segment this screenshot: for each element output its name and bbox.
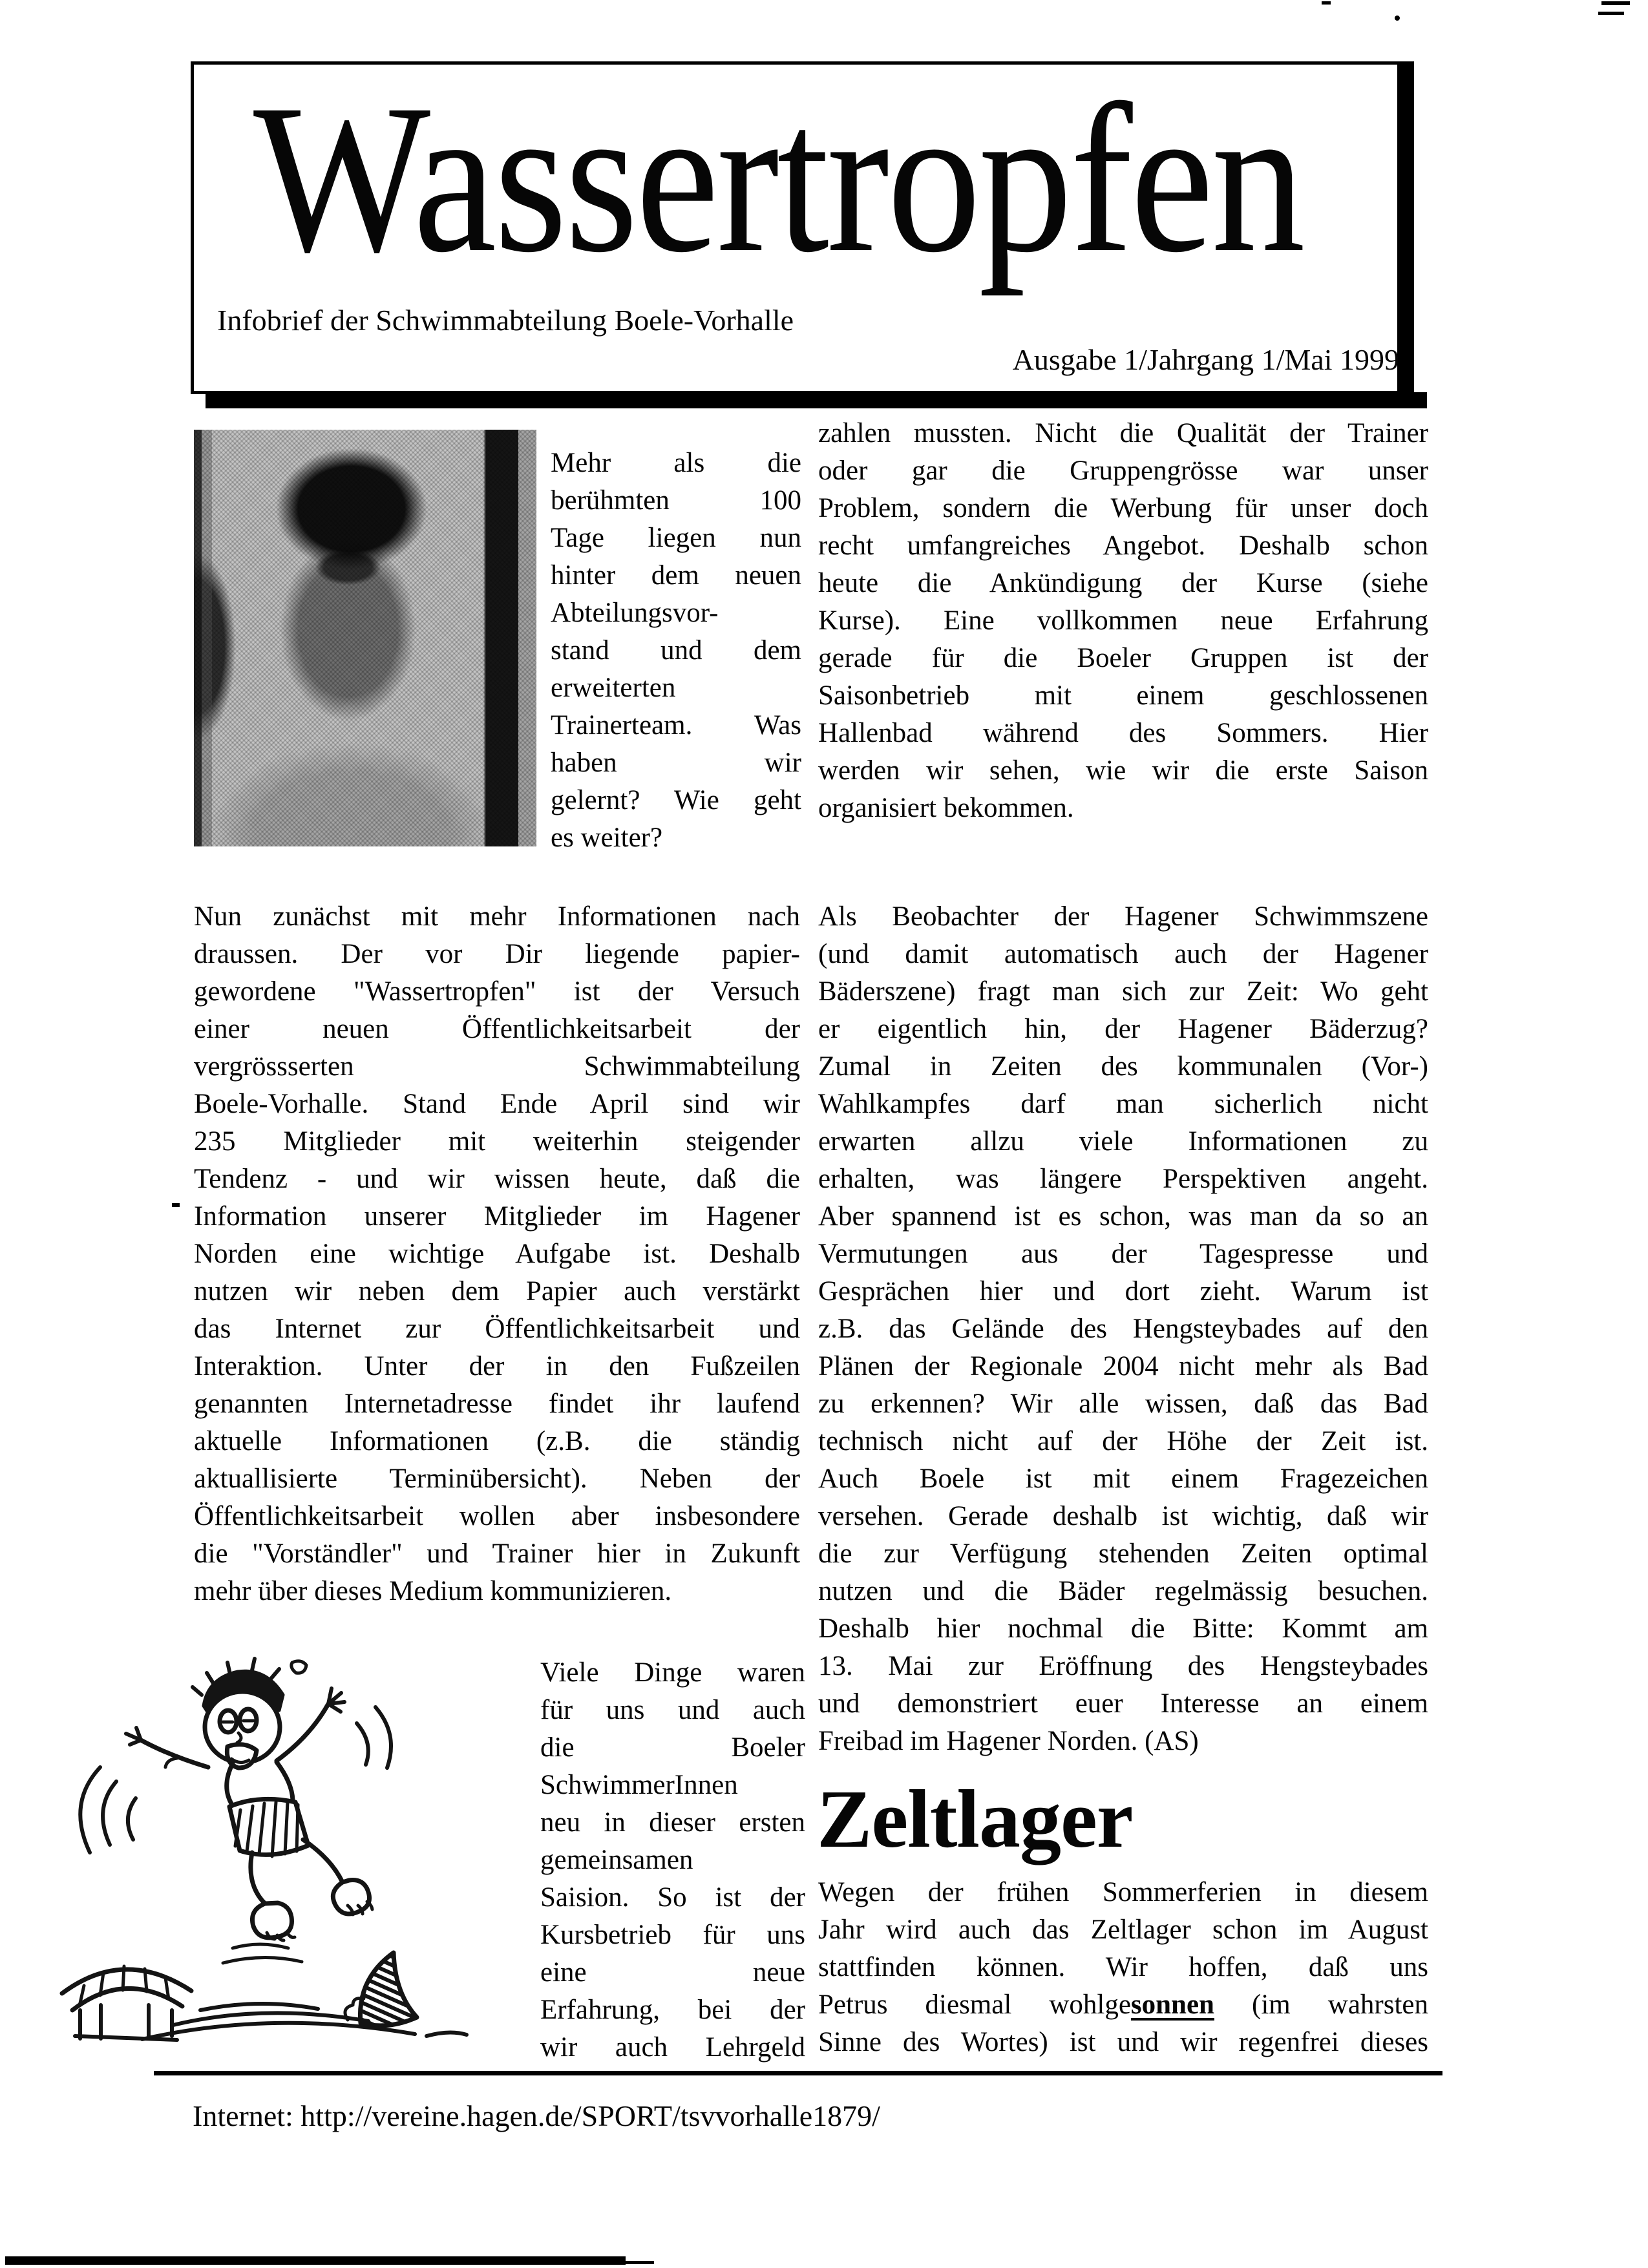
text-line: Information unserer Mitglieder im Hagener bbox=[194, 1201, 800, 1232]
text-line: Saisonbetrieb mit einem geschlossenen bbox=[818, 680, 1428, 711]
text-line: Aber spannend ist es schon, was man da so an bbox=[818, 1201, 1428, 1232]
text-line: nutzen wir neben dem Papier auch verstärkt bbox=[194, 1276, 800, 1307]
text-line: vergrössserten Schwimmabteilung bbox=[194, 1051, 800, 1082]
text-line: Als Beobachter der Hagener Schwimmszene bbox=[818, 901, 1428, 932]
text-line: Tage liegen nun bbox=[551, 523, 801, 553]
column1-paragraph bbox=[194, 898, 800, 1610]
text-line: Jahr wird auch das Zeltlager schon im August bbox=[818, 1915, 1428, 1945]
scan-artifact bbox=[626, 2261, 654, 2264]
text-line: Trainerteam. Was bbox=[551, 710, 801, 740]
text-line: erweiterten bbox=[551, 673, 676, 703]
masthead-box bbox=[191, 61, 1414, 394]
text-line: Norden eine wichtige Aufgabe ist. Deshalb bbox=[194, 1239, 800, 1269]
text-line: Tendenz - und wir wissen heute, daß die bbox=[194, 1164, 800, 1194]
text-line: SchwimmerInnen bbox=[540, 1770, 738, 1800]
text-line: Wegen der frühen Sommerferien in diesem bbox=[818, 1877, 1428, 1907]
text-line: heute die Ankündigung der Kurse (siehe bbox=[818, 568, 1428, 598]
newsletter-subtitle: Infobrief der Schwimmabteilung Boele-Vorhalle bbox=[217, 304, 794, 337]
text-line: berühmten 100 bbox=[551, 485, 801, 516]
text-line: eine neue bbox=[540, 1957, 805, 1988]
zeltlager-special-post: (im wahrsten bbox=[1214, 1990, 1428, 2020]
text-line: zu erkennen? Wir alle wissen, daß das Bad bbox=[818, 1389, 1428, 1419]
text-line: werden wir sehen, wie wir die erste Saison bbox=[818, 755, 1428, 786]
cartoon-side-paragraph bbox=[540, 1654, 805, 2066]
text-line: Interaktion. Unter der in den Fußzeilen bbox=[194, 1351, 800, 1381]
zeltlager-lines-after bbox=[818, 2024, 1428, 2061]
text-line: Sinne des Wortes) ist und wir regenfrei dieses bbox=[818, 2027, 1428, 2057]
text-line: Erfahrung, bei der bbox=[540, 1995, 805, 2025]
zeltlager-special-pre: Petrus diesmal wohlge bbox=[818, 1990, 1131, 2020]
scan-artifact bbox=[172, 1203, 180, 1207]
text-line: Kursbetrieb für uns bbox=[540, 1920, 805, 1950]
photo-side-paragraph bbox=[551, 445, 801, 857]
foot bbox=[252, 1903, 291, 1938]
scan-artifact bbox=[1322, 1, 1331, 5]
text-line: Saision. So ist der bbox=[540, 1882, 805, 1913]
text-line: draussen. Der vor Dir liegende papier- bbox=[194, 939, 800, 969]
text-line: Vermutungen aus der Tagespresse und bbox=[818, 1239, 1428, 1269]
text-line: Wahlkampfes darf man sicherlich nicht bbox=[818, 1089, 1428, 1119]
column2-paragraph-2 bbox=[818, 898, 1428, 1760]
text-line: das Internet zur Öffentlichkeitsarbeit und bbox=[194, 1314, 800, 1344]
masthead-shadow-bar bbox=[206, 392, 1427, 408]
text-line: Öffentlichkeitsarbeit wollen aber insbesondere bbox=[194, 1501, 800, 1531]
diver-cartoon-illustration bbox=[39, 1644, 530, 2052]
text-line: hinter dem neuen bbox=[551, 560, 801, 591]
text-line: Freibad im Hagener Norden. (AS) bbox=[818, 1726, 1199, 1756]
text-line: Nun zunächst mit mehr Informationen nach bbox=[194, 901, 800, 932]
shark-fin bbox=[360, 1953, 417, 2026]
text-line: Kurse). Eine vollkommen neue Erfahrung bbox=[818, 605, 1428, 636]
text-line: Problem, sondern die Werbung für unser doch bbox=[818, 493, 1428, 523]
text-line: Viele Dinge waren bbox=[540, 1657, 805, 1688]
scan-artifact bbox=[1601, 1, 1630, 5]
zeltlager-paragraph bbox=[818, 1874, 1428, 2061]
zeltlager-emphasis: sonnen bbox=[1130, 1990, 1214, 2020]
text-line: Abteilungsvor- bbox=[551, 598, 719, 628]
text-line: aktuelle Informationen (z.B. die ständig bbox=[194, 1426, 800, 1456]
text-line: erwarten allzu viele Informationen zu bbox=[818, 1126, 1428, 1157]
text-line: z.B. das Gelände des Hengsteybades auf den bbox=[818, 1314, 1428, 1344]
text-line: zahlen mussten. Nicht die Qualität der Trainer bbox=[818, 418, 1428, 448]
column2-paragraph-1 bbox=[818, 415, 1428, 827]
portrait-photo bbox=[194, 430, 536, 846]
scan-artifact bbox=[5, 2256, 626, 2265]
text-line: die "Vorständler" und Trainer hier in Zukunft bbox=[194, 1538, 800, 1569]
text-line: technisch nicht auf der Höhe der Zeit ist. bbox=[818, 1426, 1428, 1456]
issue-date-line: Ausgabe 1/Jahrgang 1/Mai 1999 bbox=[1012, 343, 1399, 376]
text-line: wir auch Lehrgeld bbox=[540, 2032, 805, 2063]
scan-artifact bbox=[1395, 16, 1400, 21]
text-line: 13. Mai zur Eröffnung des Hengsteybades bbox=[818, 1651, 1428, 1681]
text-line: er eigentlich hin, der Hagener Bäderzug? bbox=[818, 1014, 1428, 1044]
text-line: Plänen der Regionale 2004 nicht mehr als Bad bbox=[818, 1351, 1428, 1381]
text-line: Gesprächen hier und dort zieht. Warum ist bbox=[818, 1276, 1428, 1307]
footer-rule bbox=[154, 2071, 1442, 2075]
text-line: aktuallisierte Terminübersicht). Neben der bbox=[194, 1464, 800, 1494]
text-line: stattfinden können. Wir hoffen, daß uns bbox=[818, 1952, 1428, 1982]
text-line: Mehr als die bbox=[551, 448, 801, 478]
newsletter-title: Wassertropfen bbox=[253, 61, 1304, 297]
text-line: stand und dem bbox=[551, 635, 801, 666]
text-line: und demonstriert euer Interesse an einem bbox=[818, 1688, 1428, 1719]
text-line: erhalten, was längere Perspektiven angeht. bbox=[818, 1164, 1428, 1194]
sweat-droplet bbox=[291, 1661, 306, 1674]
text-line: versehen. Gerade deshalb ist wichtig, daß wir bbox=[818, 1501, 1428, 1531]
text-line: gerade für die Boeler Gruppen ist der bbox=[818, 643, 1428, 673]
text-line: organisiert bekommen. bbox=[818, 793, 1074, 823]
text-line: die zur Verfügung stehenden Zeiten optimal bbox=[818, 1538, 1428, 1569]
text-line: die Boeler bbox=[540, 1732, 805, 1763]
scan-artifact bbox=[1598, 12, 1624, 15]
text-line: nutzen und die Bäder regelmässig besuchen. bbox=[818, 1576, 1428, 1606]
text-line: neu in dieser ersten bbox=[540, 1807, 805, 1838]
text-line: 235 Mitglieder mit weiterhin steigender bbox=[194, 1126, 800, 1157]
text-line: mehr über dieses Medium kommunizieren. bbox=[194, 1576, 672, 1606]
text-line: gewordene "Wassertropfen" ist der Versuch bbox=[194, 976, 800, 1007]
text-line bbox=[818, 1986, 1428, 2024]
text-line: Boele-Vorhalle. Stand Ende April sind wir bbox=[194, 1089, 800, 1119]
text-line: gelernt? Wie geht bbox=[551, 785, 801, 815]
text-line: haben wir bbox=[551, 748, 801, 778]
text-line: Auch Boele ist mit einem Fragezeichen bbox=[818, 1464, 1428, 1494]
text-line: es weiter? bbox=[551, 823, 663, 853]
text-line: gemeinsamen bbox=[540, 1845, 693, 1875]
text-line: (und damit automatisch auch der Hagener bbox=[818, 939, 1428, 969]
text-line: einer neuen Öffentlichkeitsarbeit der bbox=[194, 1014, 800, 1044]
footer-internet-address: Internet: http://vereine.hagen.de/SPORT/tsvvorhalle1879/ bbox=[193, 2099, 880, 2132]
text-line: Hallenbad während des Sommers. Hier bbox=[818, 718, 1428, 748]
text-line: Deshalb hier nochmal die Bitte: Kommt am bbox=[818, 1613, 1428, 1644]
text-line: oder gar die Gruppengrösse war unser bbox=[818, 456, 1428, 486]
text-line: für uns und auch bbox=[540, 1695, 805, 1725]
text-line: recht umfangreiches Angebot. Deshalb schon bbox=[818, 530, 1428, 561]
zeltlager-heading: Zeltlager bbox=[817, 1773, 1133, 1865]
text-line: Bäderszene) fragt man sich zur Zeit: Wo geht bbox=[818, 976, 1428, 1007]
zeltlager-lines-before bbox=[818, 1874, 1428, 1986]
text-line: genannten Internetadresse findet ihr laufend bbox=[194, 1389, 800, 1419]
text-line: Zumal in Zeiten des kommunalen (Vor-) bbox=[818, 1051, 1428, 1082]
